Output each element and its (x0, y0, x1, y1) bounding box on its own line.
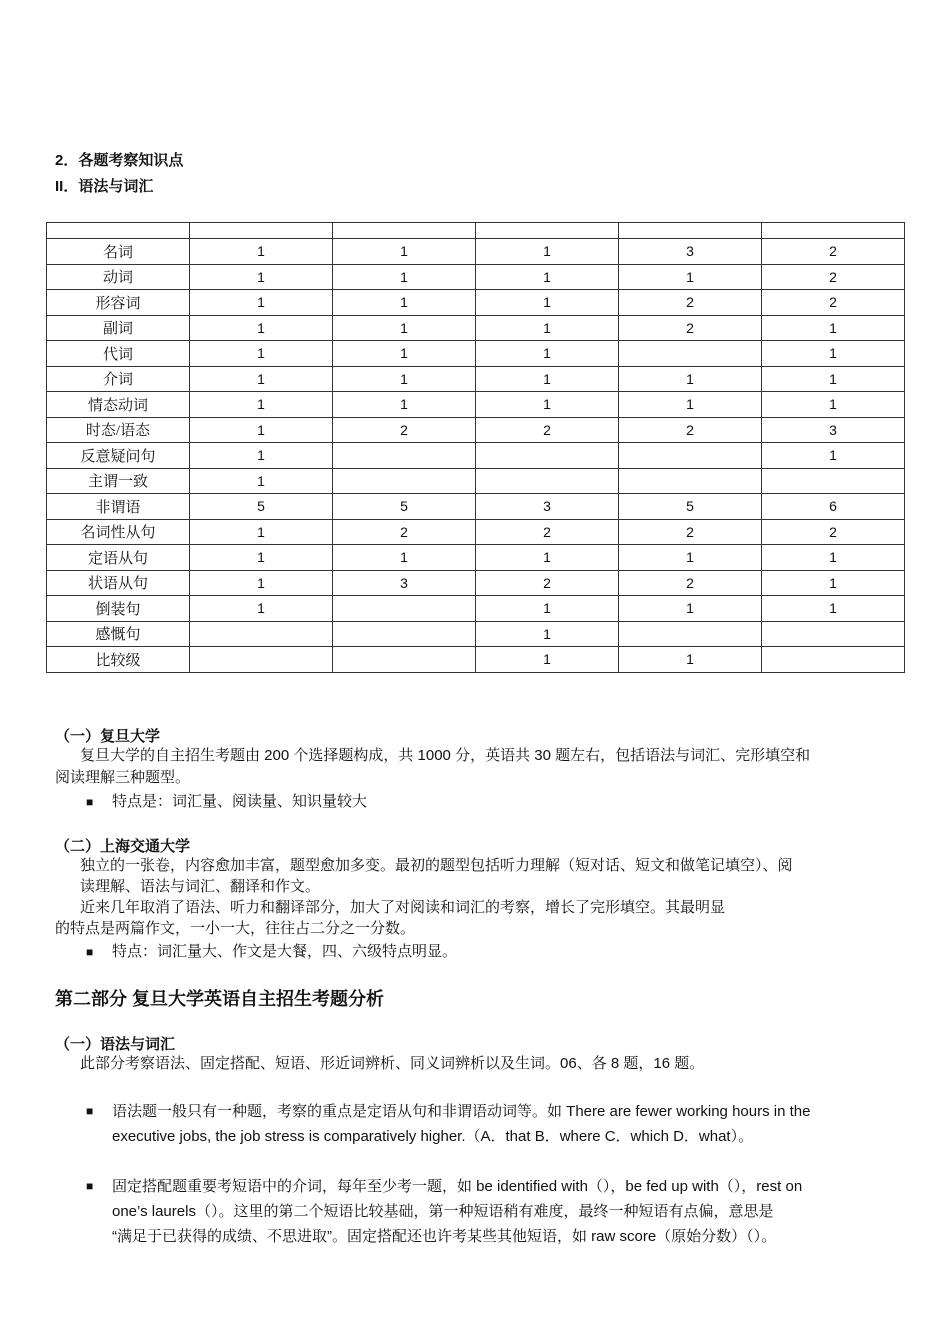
table-cell: 5 (333, 494, 476, 520)
table-cell: 2 (619, 290, 762, 316)
row-label: 形容词 (47, 290, 190, 316)
table-cell: 1 (476, 545, 619, 571)
table-cell: 1 (190, 239, 333, 265)
table-cell: 2 (333, 519, 476, 545)
table-cell: 2 (476, 519, 619, 545)
row-label: 定语从句 (47, 545, 190, 571)
table-cell (476, 443, 619, 469)
table-row (47, 545, 905, 571)
table-row (47, 341, 905, 367)
table-row (47, 596, 905, 622)
table-cell (619, 621, 762, 647)
collocation-bullet-line-1: 固定搭配题重要考短语中的介词，每年至少考一题，如 be identified with（），be fed up with（），rest on (112, 1178, 803, 1195)
table-cell: 1 (190, 570, 333, 596)
table-cell: 1 (619, 366, 762, 392)
part2-intro: 此部分考察语法、固定搭配、短语、形近词辨析、同义词辨析以及生词。06、各 8 题，16 题。 (80, 1055, 705, 1072)
table-row (47, 621, 905, 647)
table-cell: 1 (190, 315, 333, 341)
row-label: 名词 (47, 239, 190, 265)
table-cell: 2 (619, 519, 762, 545)
table-header-row (47, 223, 905, 239)
row-label: 倒装句 (47, 596, 190, 622)
table-cell: 1 (333, 264, 476, 290)
table-header-cell (762, 223, 905, 239)
table-cell: 1 (190, 519, 333, 545)
table-cell: 3 (762, 417, 905, 443)
row-label: 名词性从句 (47, 519, 190, 545)
table-cell (190, 621, 333, 647)
table-row (47, 494, 905, 520)
table-cell: 3 (476, 494, 619, 520)
table-cell: 1 (476, 366, 619, 392)
table-cell: 1 (190, 443, 333, 469)
square-bullet-icon: ■ (86, 1104, 94, 1118)
table-cell (333, 468, 476, 494)
table-cell: 1 (476, 315, 619, 341)
table-cell: 6 (762, 494, 905, 520)
table-cell: 1 (762, 570, 905, 596)
row-label: 感慨句 (47, 621, 190, 647)
table-header-cell (47, 223, 190, 239)
table-cell: 1 (619, 596, 762, 622)
row-label: 比较级 (47, 647, 190, 673)
fudan-paragraph-line-2: 阅读理解三种题型。 (55, 769, 191, 786)
table-cell: 1 (476, 290, 619, 316)
table-cell: 5 (619, 494, 762, 520)
table-cell: 1 (762, 443, 905, 469)
table-row (47, 239, 905, 265)
table-row (47, 392, 905, 418)
sjtu-title: （二）上海交通大学 (55, 838, 191, 855)
part2-subtitle: （一）语法与词汇 (55, 1036, 176, 1053)
table-cell: 1 (333, 366, 476, 392)
table-cell: 1 (190, 290, 333, 316)
sjtu-line-1: 独立的一张卷，内容愈加丰富，题型愈加多变。最初的题型包括听力理解（短对话、短文和做笔记填空）、阅 (80, 857, 793, 874)
row-label: 主谓一致 (47, 468, 190, 494)
row-label: 介词 (47, 366, 190, 392)
table-row (47, 366, 905, 392)
table-cell: 2 (762, 264, 905, 290)
table-cell: 1 (476, 239, 619, 265)
table-cell: 1 (476, 264, 619, 290)
square-bullet-icon: ■ (86, 945, 94, 959)
table-cell: 2 (762, 519, 905, 545)
row-label: 代词 (47, 341, 190, 367)
table-cell: 1 (333, 315, 476, 341)
table-row (47, 519, 905, 545)
table-cell: 1 (762, 545, 905, 571)
table-cell: 1 (190, 366, 333, 392)
table-row (47, 443, 905, 469)
table-cell (333, 443, 476, 469)
knowledge-point-table (46, 222, 905, 673)
table-cell: 1 (333, 392, 476, 418)
table-cell: 1 (619, 264, 762, 290)
table-cell: 1 (762, 366, 905, 392)
sjtu-line-3: 近来几年取消了语法、听力和翻译部分，加大了对阅读和词汇的考察，增长了完形填空。其最明显 (80, 899, 726, 916)
table-cell: 1 (762, 315, 905, 341)
collocation-bullet-line-2: one’s laurels（）。这里的第二个短语比较基础，第一种短语稍有难度，最终一种短语有点偏，意思是 (112, 1203, 774, 1220)
sjtu-line-2: 读理解、语法与词汇、翻译和作文。 (80, 878, 321, 895)
table-cell: 1 (190, 341, 333, 367)
subsection-heading: II．语法与词汇 (55, 178, 154, 195)
sjtu-feature-bullet: 特点：词汇量大、作文是大餐，四、六级特点明显。 (112, 943, 458, 960)
table-cell: 2 (762, 239, 905, 265)
table-cell: 1 (333, 545, 476, 571)
table-cell: 1 (333, 239, 476, 265)
row-label: 反意疑问句 (47, 443, 190, 469)
table-cell: 1 (619, 545, 762, 571)
square-bullet-icon: ■ (86, 795, 94, 809)
fudan-title: （一）复旦大学 (55, 728, 161, 745)
table-cell: 1 (190, 545, 333, 571)
row-label: 副词 (47, 315, 190, 341)
fudan-feature-bullet: 特点是：词汇量、阅读量、知识量较大 (112, 793, 368, 810)
row-label: 动词 (47, 264, 190, 290)
table-cell: 1 (619, 392, 762, 418)
part2-title: 第二部分 复旦大学英语自主招生考题分析 (55, 989, 384, 1009)
table-cell: 1 (476, 392, 619, 418)
table-header-cell (476, 223, 619, 239)
table-cell: 2 (619, 315, 762, 341)
table-cell (333, 621, 476, 647)
grammar-bullet-line-2: executive jobs, the job stress is comparatively higher.（A．that B．where C．which D．what）。 (112, 1128, 754, 1145)
table-header-cell (333, 223, 476, 239)
table-row (47, 290, 905, 316)
table-cell: 1 (619, 647, 762, 673)
table-cell (333, 647, 476, 673)
table-cell: 1 (190, 596, 333, 622)
table-cell: 1 (190, 392, 333, 418)
table-row (47, 647, 905, 673)
table-cell: 2 (333, 417, 476, 443)
table-row (47, 570, 905, 596)
table-cell: 2 (762, 290, 905, 316)
row-label: 情态动词 (47, 392, 190, 418)
table-cell (762, 621, 905, 647)
table-cell: 2 (476, 417, 619, 443)
row-label: 非谓语 (47, 494, 190, 520)
table-cell (762, 468, 905, 494)
grammar-bullet-line-1: 语法题一般只有一种题，考察的重点是定语从句和非谓语动词等。如 There are fewer working hours in the (112, 1103, 811, 1120)
square-bullet-icon: ■ (86, 1179, 94, 1193)
table-cell: 1 (762, 392, 905, 418)
table-cell: 2 (619, 570, 762, 596)
table-cell (619, 443, 762, 469)
table-cell: 1 (190, 264, 333, 290)
table-row (47, 468, 905, 494)
table-cell (619, 341, 762, 367)
table-cell: 1 (190, 468, 333, 494)
table-cell: 2 (476, 570, 619, 596)
sjtu-line-4: 的特点是两篇作文，一小一大，往往占二分之一分数。 (55, 920, 416, 937)
table-cell (190, 647, 333, 673)
collocation-bullet-line-3: “满足于已获得的成绩、不思进取”。固定搭配还也许考某些其他短语，如 raw score（原始分数）（）。 (112, 1228, 777, 1245)
table-cell: 1 (190, 417, 333, 443)
table-cell: 3 (333, 570, 476, 596)
table-cell (476, 468, 619, 494)
table-cell: 1 (762, 596, 905, 622)
table-cell: 1 (333, 290, 476, 316)
table-cell: 2 (619, 417, 762, 443)
table-header-cell (190, 223, 333, 239)
table-row (47, 264, 905, 290)
table-row (47, 417, 905, 443)
table-cell (333, 596, 476, 622)
table-row (47, 315, 905, 341)
table-cell: 5 (190, 494, 333, 520)
table-cell: 1 (762, 341, 905, 367)
table-cell: 1 (333, 341, 476, 367)
section-heading-2: 2．各题考察知识点 (55, 152, 184, 169)
fudan-paragraph-line-1: 复旦大学的自主招生考题由 200 个选择题构成，共 1000 分，英语共 30 题左右，包括语法与词汇、完形填空和 (80, 747, 811, 764)
table-cell: 3 (619, 239, 762, 265)
table-cell: 1 (476, 647, 619, 673)
row-label: 时态/语态 (47, 417, 190, 443)
table-header-cell (619, 223, 762, 239)
row-label: 状语从句 (47, 570, 190, 596)
table-cell (762, 647, 905, 673)
table-cell (619, 468, 762, 494)
table-cell: 1 (476, 341, 619, 367)
table-cell: 1 (476, 621, 619, 647)
table-cell: 1 (476, 596, 619, 622)
